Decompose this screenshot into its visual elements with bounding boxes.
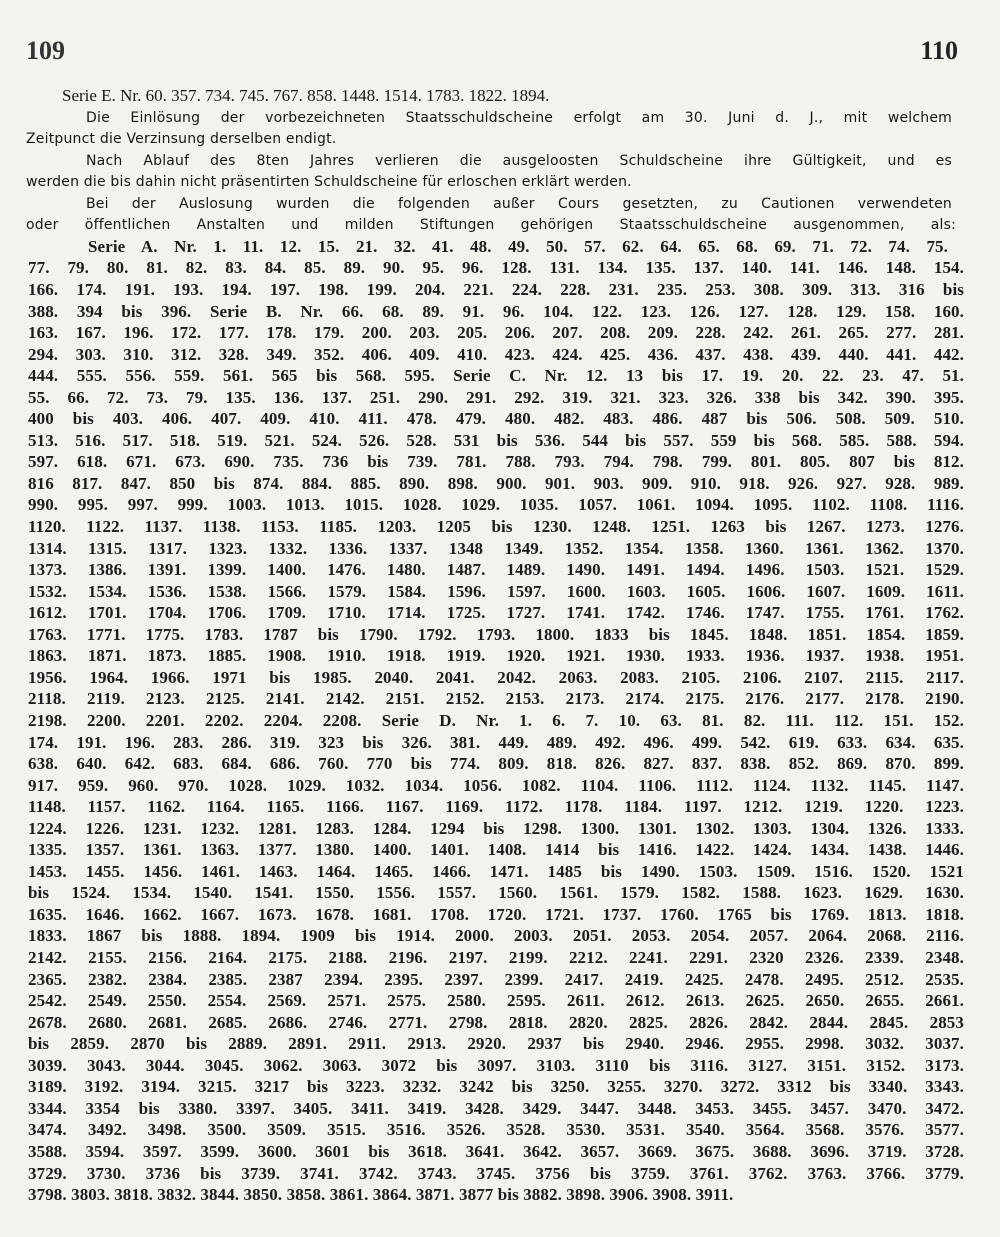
text-line: 3474. 3492. 3498. 3500. 3509. 3515. 3516. 3526. 3528. 3530. 3531. 3540. 3564. 3568. 3576. 3577. (28, 1120, 964, 1140)
text-line: 2118. 2119. 2123. 2125. 2141. 2142. 2151. 2152. 2153. 2173. 2174. 2175. 2176. 2177. 2178. 2190. (28, 689, 964, 709)
text-line: 3588. 3594. 3597. 3599. 3600. 3601 bis 3618. 3641. 3642. 3657. 3669. 3675. 3688. 3696. 3719. 3728. (28, 1141, 964, 1161)
text-line: 1763. 1771. 1775. 1783. 1787 bis 1790. 1792. 1793. 1800. 1833 bis 1845. 1848. 1851. 1854. 1859. (28, 624, 964, 644)
text-line: 513. 516. 517. 518. 519. 521. 524. 526. 528. 531 bis 536. 544 bis 557. 559 bis 568. 585. 588. 594. (28, 430, 964, 450)
text-line: 2142. 2155. 2156. 2164. 2175. 2188. 2196. 2197. 2199. 2212. 2241. 2291. 2320 2326. 2339. 2348. (28, 948, 964, 967)
text-line: Serie A. Nr. 1. 11. 12. 15. 21. 32. 41. 48. 49. 50. 57. 62. 64. 65. 68. 69. 71. 72. 74. 75. (88, 236, 948, 256)
text-line: Nach Ablauf des 8ten Jahres verlieren die ausgeloosten Schuldscheine ihre Gültigkeit, und es (86, 152, 952, 169)
text-line: 1335. 1357. 1361. 1363. 1377. 1380. 1400. 1401. 1408. 1414 bis 1416. 1422. 1424. 1434. 1438. 1446. (28, 840, 964, 860)
text-line: 55. 66. 72. 73. 79. 135. 136. 137. 251. 290. 291. 292. 319. 321. 323. 326. 338 bis 342. 390. 395. (28, 387, 964, 407)
page-number-right: 110 (920, 36, 958, 65)
text-line: bis 2859. 2870 bis 2889. 2891. 2911. 2913. 2920. 2937 bis 2940. 2946. 2955. 2998. 3032. 3037. (28, 1034, 964, 1054)
text-line: Serie E. Nr. 60. 357. 734. 745. 767. 858. 1448. 1514. 1783. 1822. 1894. (62, 86, 550, 105)
text-line: Zeitpunct die Verzinsung derselben endigt. (26, 131, 337, 148)
text-line: 3344. 3354 bis 3380. 3397. 3405. 3411. 3419. 3428. 3429. 3447. 3448. 3453. 3455. 3457. 3470. 3472. (28, 1098, 964, 1118)
text-line: 3039. 3043. 3044. 3045. 3062. 3063. 3072 bis 3097. 3103. 3110 bis 3116. 3127. 3151. 3152. 3173. (28, 1055, 964, 1075)
text-line: 597. 618. 671. 673. 690. 735. 736 bis 739. 781. 788. 793. 794. 798. 799. 801. 805. 807 bis 812. (28, 452, 964, 472)
text-line: 1635. 1646. 1662. 1667. 1673. 1678. 1681. 1708. 1720. 1721. 1737. 1760. 1765 bis 1769. 1813. 1818. (28, 904, 964, 924)
text-line: 1120. 1122. 1137. 1138. 1153. 1185. 1203. 1205 bis 1230. 1248. 1251. 1263 bis 1267. 1273. 1276. (28, 517, 964, 536)
text-line: 388. 394 bis 396. Serie B. Nr. 66. 68. 89. 91. 96. 104. 122. 123. 126. 127. 128. 129. 158. 160. (28, 301, 964, 321)
text-line: 444. 555. 556. 559. 561. 565 bis 568. 595. Serie C. Nr. 12. 13 bis 17. 19. 20. 22. 23. 47. 51. (28, 366, 964, 386)
text-line: 2678. 2680. 2681. 2685. 2686. 2746. 2771. 2798. 2818. 2820. 2825. 2826. 2842. 2844. 2845. 2853 (28, 1012, 964, 1032)
text-line: 400 bis 403. 406. 407. 409. 410. 411. 478. 479. 480. 482. 483. 486. 487 bis 506. 508. 509. 510. (28, 409, 964, 429)
text-line: Bei der Auslosung wurden die folgenden außer Cours gesetzten, zu Cautionen verwendeten (86, 195, 952, 212)
text-line: 1224. 1226. 1231. 1232. 1281. 1283. 1284. 1294 bis 1298. 1300. 1301. 1302. 1303. 1304. 1326. 1333. (28, 818, 964, 838)
text-line: 1956. 1964. 1966. 1971 bis 1985. 2040. 2041. 2042. 2063. 2083. 2105. 2106. 2107. 2115. 2117. (28, 667, 964, 687)
text-line: bis 1524. 1534. 1540. 1541. 1550. 1556. 1557. 1560. 1561. 1579. 1582. 1588. 1623. 1629. 1630. (28, 883, 964, 903)
text-line: 1453. 1455. 1456. 1461. 1463. 1464. 1465. 1466. 1471. 1485 bis 1490. 1503. 1509. 1516. 1520. 1521 (28, 861, 964, 881)
text-line: 1148. 1157. 1162. 1164. 1165. 1166. 1167. 1169. 1172. 1178. 1184. 1197. 1212. 1219. 1220. 1223. (28, 797, 964, 817)
text-line: 1373. 1386. 1391. 1399. 1400. 1476. 1480. 1487. 1489. 1490. 1491. 1494. 1496. 1503. 1521. 1529. (28, 560, 964, 580)
text-line: 1612. 1701. 1704. 1706. 1709. 1710. 1714. 1725. 1727. 1741. 1742. 1746. 1747. 1755. 1761. 1762. (28, 603, 964, 623)
page-number-left: 109 (26, 36, 65, 65)
text-line: 1833. 1867 bis 1888. 1894. 1909 bis 1914. 2000. 2003. 2051. 2053. 2054. 2057. 2064. 2068. 2116. (28, 926, 964, 946)
text-line: 816 817. 847. 850 bis 874. 884. 885. 890. 898. 900. 901. 903. 909. 910. 918. 926. 927. 928. 989. (28, 473, 964, 493)
text-line: 2198. 2200. 2201. 2202. 2204. 2208. Serie D. Nr. 1. 6. 7. 10. 63. 81. 82. 111. 112. 151. 152. (28, 710, 964, 730)
text-line: 3729. 3730. 3736 bis 3739. 3741. 3742. 3743. 3745. 3756 bis 3759. 3761. 3762. 3763. 3766. 3779. (28, 1163, 964, 1183)
text-line: Die Einlösung der vorbezeichneten Staatsschuldscheine erfolgt am 30. Juni d. J., mit welchem (86, 109, 952, 126)
text-line: 638. 640. 642. 683. 684. 686. 760. 770 bis 774. 809. 818. 826. 827. 837. 838. 852. 869. 870. 899. (28, 754, 964, 774)
text-line: oder öffentlichen Anstalten und milden Stiftungen gehörigen Staatsschuldscheine ausgenommen, als: (26, 217, 956, 234)
text-line: 990. 995. 997. 999. 1003. 1013. 1015. 1028. 1029. 1035. 1057. 1061. 1094. 1095. 1102. 1108. 1116. (28, 495, 964, 515)
text-line: 1314. 1315. 1317. 1323. 1332. 1336. 1337. 1348 1349. 1352. 1354. 1358. 1360. 1361. 1362. 1370. (28, 538, 964, 558)
text-line: 174. 191. 196. 283. 286. 319. 323 bis 326. 381. 449. 489. 492. 496. 499. 542. 619. 633. 634. 635. (28, 732, 964, 752)
text-line: 3798. 3803. 3818. 3832. 3844. 3850. 3858. 3861. 3864. 3871. 3877 bis 3882. 3898. 3906. 3908. 3911. (28, 1185, 734, 1205)
text-line: 77. 79. 80. 81. 82. 83. 84. 85. 89. 90. 95. 96. 128. 131. 134. 135. 137. 140. 141. 146. 148. 154. (28, 258, 964, 278)
text-line: 294. 303. 310. 312. 328. 349. 352. 406. 409. 410. 423. 424. 425. 436. 437. 438. 439. 440. 441. 442. (28, 344, 964, 364)
text-line: 2542. 2549. 2550. 2554. 2569. 2571. 2575. 2580. 2595. 2611. 2612. 2613. 2625. 2650. 2655. 2661. (28, 991, 964, 1011)
text-line: 2365. 2382. 2384. 2385. 2387 2394. 2395. 2397. 2399. 2417. 2419. 2425. 2478. 2495. 2512. 2535. (28, 969, 964, 989)
text-line: 163. 167. 196. 172. 177. 178. 179. 200. 203. 205. 206. 207. 208. 209. 228. 242. 261. 265. 277. 281. (28, 323, 964, 343)
text-line: 917. 959. 960. 970. 1028. 1029. 1032. 1034. 1056. 1082. 1104. 1106. 1112. 1124. 1132. 1145. 1147. (28, 775, 964, 795)
text-line: 166. 174. 191. 193. 194. 197. 198. 199. 204. 221. 224. 228. 231. 235. 253. 308. 309. 313. 316 bis (28, 279, 964, 299)
text-line: 3189. 3192. 3194. 3215. 3217 bis 3223. 3232. 3242 bis 3250. 3255. 3270. 3272. 3312 bis 3340. 3343. (28, 1077, 964, 1097)
text-line: werden die bis dahin nicht präsentirten Schuldscheine für erloschen erklärt werden. (26, 174, 632, 191)
text-line: 1863. 1871. 1873. 1885. 1908. 1910. 1918. 1919. 1920. 1921. 1930. 1933. 1936. 1937. 1938. 1951. (28, 646, 964, 666)
text-line: 1532. 1534. 1536. 1538. 1566. 1579. 1584. 1596. 1597. 1600. 1603. 1605. 1606. 1607. 1609. 1611. (28, 581, 964, 601)
